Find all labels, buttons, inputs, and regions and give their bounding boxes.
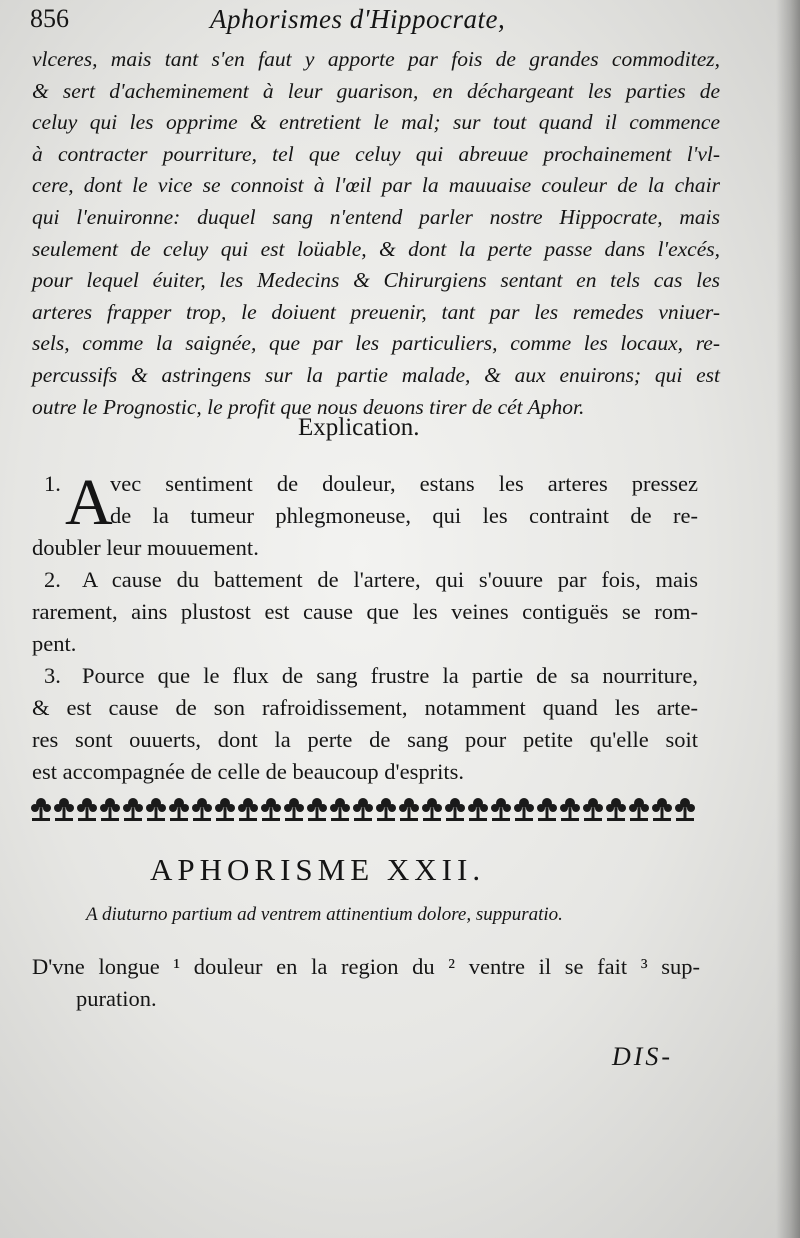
explication-line: rarement, ains plustost est cause que les veines contiguës se rom- xyxy=(32,599,698,624)
fleuron-ornament xyxy=(675,798,695,821)
fleuron-ornament xyxy=(652,798,672,821)
fleuron-ornament xyxy=(353,798,373,821)
commentary-line: vlceres, mais tant s'en faut y apporte par fois de grandes commoditez, xyxy=(32,47,720,71)
fleuron-ornament xyxy=(376,798,396,821)
page-number: 856 xyxy=(30,4,69,33)
fleuron-ornament xyxy=(238,798,258,821)
commentary-line: sels, comme la saignée, que par les particuliers, comme les locaux, re- xyxy=(32,331,720,356)
fleuron-ornament xyxy=(399,798,419,821)
fleuron-ornament xyxy=(123,798,143,821)
explication-line: de la tumeur phlegmoneuse, qui les contraint de re- xyxy=(110,503,698,528)
fleuron-ornament xyxy=(54,798,74,821)
catchword: DIS- xyxy=(612,1042,674,1071)
aphorism-line: D'vne longue ¹ douleur en la region du ² ventre il se fait ³ sup- xyxy=(32,954,700,979)
commentary-line: qui l'enuironne: duquel sang n'entend parler nostre Hippocrate, mais xyxy=(32,204,720,229)
explication-line: 3. Pource que le flux de sang frustre la partie de sa nourriture, xyxy=(32,660,698,692)
explication-line: res sont ouuerts, dont la perte de sang pour petite qu'elle soit xyxy=(32,727,698,752)
running-title: Aphorismes d'Hippocrate, xyxy=(210,4,506,34)
commentary-line: seulement de celuy qui est loüable, & dont la perte passe dans l'excés, xyxy=(32,236,720,261)
fleuron-ornament xyxy=(169,798,189,821)
fleuron-ornament xyxy=(307,798,327,821)
explication-line: & est cause de son rafroidissement, notamment quand les arte- xyxy=(32,695,698,720)
commentary-line: outre le Prognostic, le profit que nous deuons tirer de cét Aphor. xyxy=(32,394,585,419)
fleuron-ornament xyxy=(514,798,534,821)
explication-line: est accompagnée de celle de beaucoup d'esprits. xyxy=(32,759,464,784)
note-number: 2. xyxy=(44,567,61,592)
fleuron-ornament xyxy=(261,798,281,821)
explication-text xyxy=(32,468,698,788)
explication-line: pent. xyxy=(32,631,77,656)
page-edge-shadow xyxy=(776,0,800,1238)
drop-cap: A xyxy=(65,466,113,539)
fleuron-ornament xyxy=(583,798,603,821)
fleuron-ornament xyxy=(560,798,580,821)
aphorism-french xyxy=(32,951,700,1015)
commentary-line: & sert d'acheminement à leur guarison, en déchargeant les parties de xyxy=(32,78,720,103)
fleuron-ornament xyxy=(491,798,511,821)
commentary-text xyxy=(32,44,720,423)
explication-line: 2. A cause du battement de l'artere, qui s'ouure par fois, mais xyxy=(32,564,698,596)
note-number: 1. xyxy=(44,471,61,496)
fleuron-ornament xyxy=(445,798,465,821)
fleuron-ornament xyxy=(330,798,350,821)
note-number: 3. xyxy=(44,663,61,688)
commentary-line: percussifs & astringens sur la partie malade, & aux enuirons; qui est xyxy=(32,362,720,387)
fleuron-ornament xyxy=(284,798,304,821)
running-head xyxy=(30,4,750,44)
fleuron-ornament xyxy=(31,798,51,821)
commentary-line: celuy qui les opprime & entretient le mal; sur tout quand il commence xyxy=(32,110,720,135)
ornament-band xyxy=(30,790,700,826)
fleuron-ornament xyxy=(215,798,235,821)
explication-line: 1. vec sentiment de douleur, estans les arteres pressez xyxy=(32,468,698,500)
fleuron-ornament xyxy=(422,798,442,821)
commentary-line: cere, dont le vice se connoist à l'œil par la mauuaise couleur de la chair xyxy=(32,173,720,198)
commentary-line: pour lequel éuiter, les Medecins & Chirurgiens sentant en tels cas les xyxy=(32,268,720,293)
commentary-line: arteres frapper trop, le doiuent preuenir, tant par les remedes vniuer- xyxy=(32,299,720,324)
fleuron-ornament xyxy=(146,798,166,821)
explication-line: doubler leur mouuement. xyxy=(32,535,259,560)
fleuron-ornament xyxy=(77,798,97,821)
fleuron-ornament xyxy=(606,798,626,821)
aphorism-latin: A diuturno partium ad ventrem attinentium dolore, suppuratio. xyxy=(86,904,563,925)
fleuron-ornament xyxy=(468,798,488,821)
fleuron-ornament xyxy=(192,798,212,821)
explication-heading: Explication. xyxy=(298,414,420,441)
fleuron-ornament xyxy=(537,798,557,821)
aphorism-line: puration. xyxy=(76,986,157,1011)
fleuron-ornament xyxy=(629,798,649,821)
commentary-line: à contracter pourriture, tel que celuy qui abreuue prochainement l'vl- xyxy=(32,141,720,166)
aphorism-title: APHORISME XXII. xyxy=(150,852,486,887)
fleuron-ornament xyxy=(100,798,120,821)
